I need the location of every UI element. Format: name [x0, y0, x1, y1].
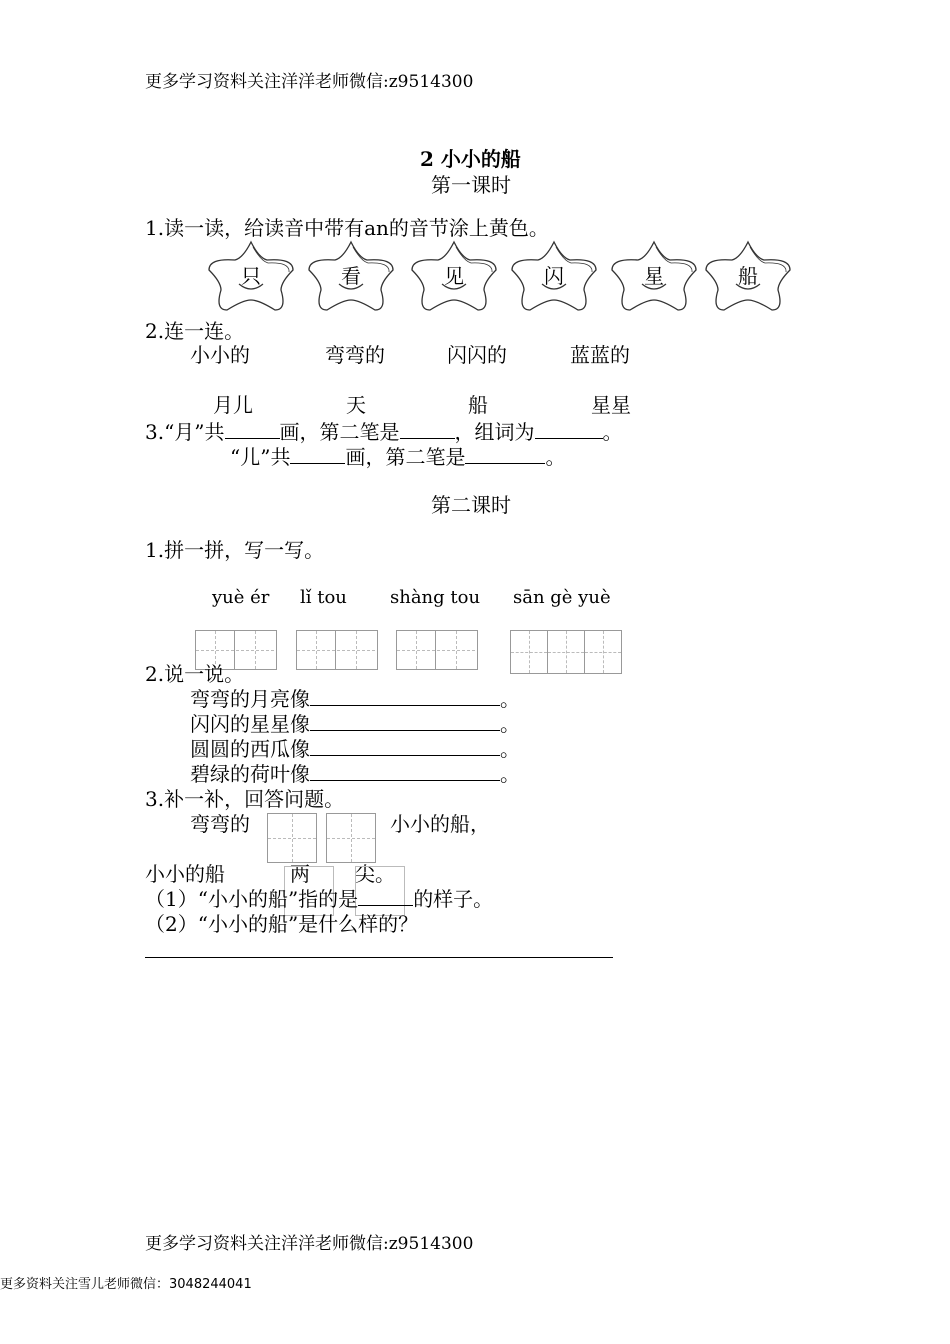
star-syllable-5[interactable] — [608, 238, 700, 314]
second-stroke-blank-2[interactable] — [465, 445, 545, 464]
lesson1-heading: 第一课时 — [431, 173, 511, 197]
lesson2-heading: 第二课时 — [431, 493, 511, 517]
l1-q1-prompt: 1.读一读，给读音中带有an的音节涂上黄色。 — [145, 216, 549, 240]
page-title: 2 小小的船 — [420, 147, 521, 171]
fill-box-1[interactable] — [267, 813, 317, 863]
l1-q3-text-b: 画，第二笔是 — [279, 420, 400, 444]
say-line-1-end: 。 — [500, 687, 520, 711]
l1-q3-text-a: 3.“月”共 — [145, 420, 225, 444]
say-blank-4[interactable] — [310, 762, 500, 781]
star-character: 看 — [341, 264, 361, 288]
l2-q3-prompt: 3.补一补，回答问题。 — [145, 787, 345, 811]
say-line-4 — [190, 762, 520, 786]
star-syllable-1[interactable] — [205, 238, 297, 314]
sub-question-1 — [145, 887, 493, 911]
writing-grid-2[interactable] — [296, 630, 378, 670]
star-character: 船 — [738, 264, 758, 288]
say-line-3-text: 圆圆的西瓜像 — [190, 737, 310, 761]
l1-q3-line2 — [230, 445, 565, 469]
match-top-4[interactable]: 蓝蓝的 — [570, 343, 630, 367]
l1-q3-line1 — [145, 420, 623, 444]
watermark-text: 更多资料关注雪儿老师微信：3048244041 — [0, 1277, 252, 1292]
fill-line2-c: 尖。 — [355, 862, 395, 886]
match-bottom-4[interactable]: 星星 — [591, 393, 631, 417]
answer-line[interactable] — [145, 957, 613, 958]
star-syllable-2[interactable] — [305, 238, 397, 314]
match-top-2[interactable]: 弯弯的 — [325, 343, 385, 367]
fill-line2-b: 两 — [290, 862, 310, 886]
l1-q2-prompt: 2.连一连。 — [145, 319, 245, 343]
match-top-1[interactable]: 小小的 — [190, 343, 250, 367]
sub1-blank[interactable] — [358, 887, 413, 906]
star-character: 闪 — [544, 264, 564, 288]
l1-q3-text-d: 。 — [602, 420, 623, 444]
l2-q1-prompt: 1.拼一拼，写一写。 — [145, 538, 325, 562]
sub-question-2: （2）“小小的船”是什么样的？ — [145, 912, 419, 936]
say-blank-2[interactable] — [310, 712, 500, 731]
match-bottom-1[interactable]: 月儿 — [213, 393, 253, 417]
writing-grid-3[interactable] — [396, 630, 478, 670]
stroke-count-blank-2[interactable] — [290, 445, 345, 464]
say-line-4-end: 。 — [500, 762, 520, 786]
fill-line1-b: 小小的船， — [390, 812, 490, 836]
second-stroke-blank[interactable] — [400, 420, 455, 439]
stroke-count-blank[interactable] — [225, 420, 280, 439]
star-syllable-6[interactable] — [702, 238, 794, 314]
star-character: 星 — [644, 264, 664, 288]
say-line-2-end: 。 — [500, 712, 520, 736]
word-blank[interactable] — [535, 420, 603, 439]
star-character: 见 — [444, 264, 464, 288]
l1-q3-text-c: ，组词为 — [454, 420, 535, 444]
star-character: 只 — [241, 264, 261, 288]
fill-line1-a: 弯弯的 — [190, 812, 250, 836]
page-footer: 更多学习资料关注洋洋老师微信:z9514300 — [145, 1234, 474, 1254]
l2-q2-prompt: 2.说一说。 — [145, 662, 245, 686]
writing-grid-4[interactable] — [510, 630, 622, 674]
say-line-2 — [190, 712, 520, 736]
fill-box-2[interactable] — [326, 813, 376, 863]
match-top-3[interactable]: 闪闪的 — [447, 343, 507, 367]
star-syllable-3[interactable] — [408, 238, 500, 314]
pinyin-2: lǐ tou — [300, 587, 347, 608]
say-line-1-text: 弯弯的月亮像 — [190, 687, 310, 711]
sub1-text-a: （1）“小小的船”指的是 — [145, 887, 359, 911]
pinyin-1: yuè ér — [212, 587, 270, 608]
pinyin-4: sān gè yuè — [513, 587, 611, 608]
sub1-text-b: 的样子。 — [413, 887, 494, 911]
say-line-3-end: 。 — [500, 737, 520, 761]
l1-q3-text-g: 。 — [545, 445, 566, 469]
star-syllable-4[interactable] — [508, 238, 600, 314]
say-line-3 — [190, 737, 520, 761]
fill-line2-a: 小小的船 — [145, 862, 225, 886]
match-bottom-3[interactable]: 船 — [468, 393, 488, 417]
page-header: 更多学习资料关注洋洋老师微信:z9514300 — [145, 72, 474, 92]
match-bottom-2[interactable]: 天 — [346, 393, 366, 417]
say-blank-3[interactable] — [310, 737, 500, 756]
say-line-1 — [190, 687, 520, 711]
l1-q3-text-f: 画，第二笔是 — [345, 445, 466, 469]
pinyin-3: shàng tou — [390, 587, 481, 608]
say-line-2-text: 闪闪的星星像 — [190, 712, 310, 736]
l1-q3-text-e: “儿”共 — [230, 445, 291, 469]
say-blank-1[interactable] — [310, 687, 500, 706]
say-line-4-text: 碧绿的荷叶像 — [190, 762, 310, 786]
